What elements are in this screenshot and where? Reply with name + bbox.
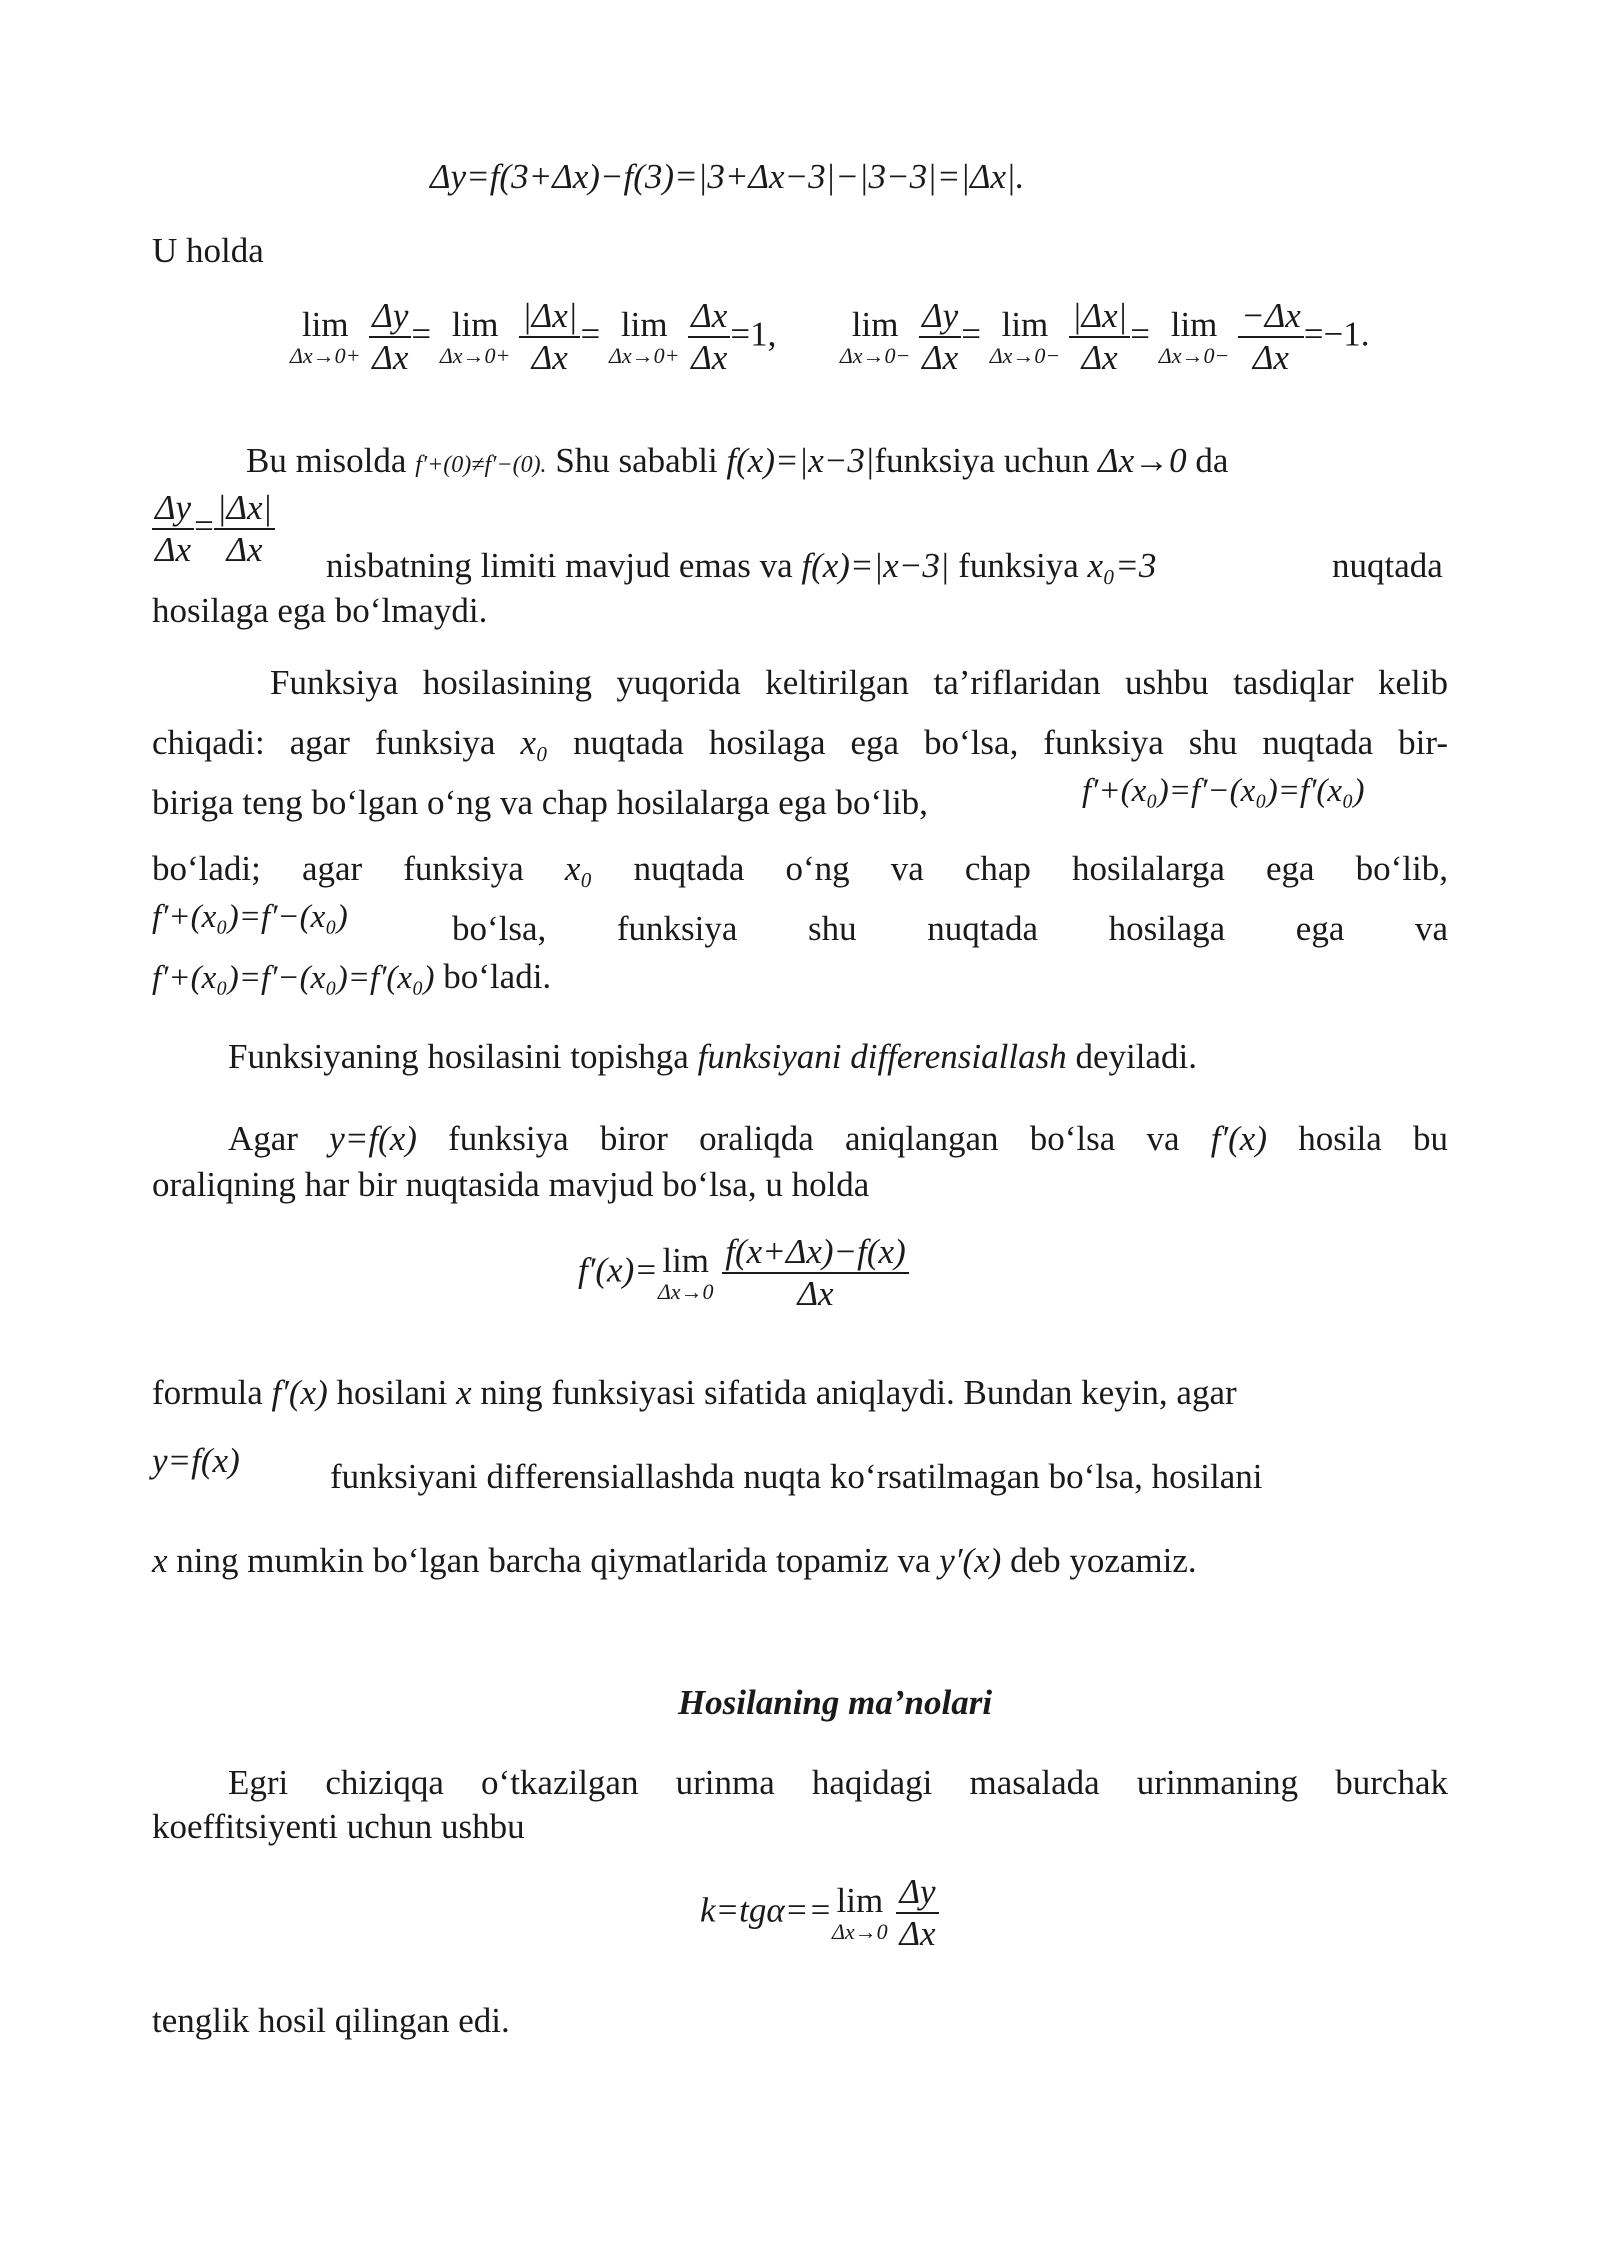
frac-ratio-abs: $\frac{|\Delta x|}{\Delta x}$	[214, 488, 275, 571]
paragraph-6-line-1: Egri chiziqqa o‘tkazilgan urinma haqidagi masalada urinmaning burchak	[228, 1763, 1448, 1802]
paragraph-1-line-1: Bu misolda f′+(0)≠f′−(0). Shu sababli f(x)=|x−3|funksiya uchun Δx→0 da	[246, 441, 1229, 480]
lim-left-1: lim Δx→0−	[839, 304, 911, 369]
paragraph-1-line-3: hosilaga ega bo‘lmaydi.	[152, 591, 488, 630]
paragraph-1-line-2: $\frac{\Delta y}{\Delta x}$ = $\frac{|\Delta x|}{\Delta x}$	[152, 488, 275, 571]
paragraph-5-line-3: x ning mumkin bo‘lgan barcha qiymatlarida topamiz va y′(x) deb yozamiz.	[152, 1541, 1197, 1580]
lim-slope: lim Δx→0	[832, 1880, 888, 1945]
lim-right-1: lim Δx→0+	[290, 304, 361, 369]
text-nuqtada: nuqtada	[1332, 546, 1443, 585]
paragraph-4-line-2: oraliqning har bir nuqtasida mavjud bo‘lsa, u holda	[152, 1165, 870, 1204]
paragraph-5-line-2-text: funksiyani differensiallashda nuqta ko‘rsatilmagan bo‘lsa, hosilani	[330, 1457, 1263, 1496]
paragraph-3: Funksiyaning hosilasini topishga funksiyani differensiallash deyiladi.	[228, 1037, 1197, 1076]
paragraph-1-line-2-text: nisbatning limiti mavjud emas va f(x)=|x−3| funksiya x₀=3	[326, 546, 1157, 585]
frac-deriv: $\frac{f(x+\Delta x)-f(x)}{\Delta x}$	[722, 1232, 908, 1315]
paragraph-2-line-1: Funksiya hosilasining yuqorida keltirilgan ta’riflaridan ushbu tasdiqlar kelib	[270, 663, 1448, 702]
frac-slope: $\frac{\Delta y}{\Delta x}$	[896, 1872, 938, 1955]
section-heading: Hosilaning ma’nolari	[677, 1683, 993, 1722]
paragraph-5-line-2: y=f(x)	[152, 1441, 240, 1480]
formula-fpm-equal-all-1: f′+(x₀)=f′−(x₀)=f′(x₀)	[1082, 773, 1365, 809]
paragraph-2-line-5: bo‘lsa, funksiya shu nuqtada hosilaga ega va	[452, 909, 1448, 948]
paragraph-4-line-1: Agar y=f(x) funksiya biror oraliqda aniqlangan bo‘lsa va f′(x) hosila bu	[228, 1119, 1449, 1158]
lim-right-2: lim Δx→0+	[439, 304, 511, 369]
frac-ratio: $\frac{\Delta y}{\Delta x}$	[152, 488, 194, 571]
paragraph-2-line-2: chiqadi: agar funksiya x₀ nuqtada hosilaga ega bo‘lsa, funksiya shu nuqtada bir-	[152, 723, 1449, 762]
formula-derivative-definition: f′(x)= lim Δx→0 $\frac{f(x+\Delta x)-f(x)}{\Delta x}$	[578, 1232, 909, 1315]
paragraph-5-line-1: formula f′(x) hosilani x ning funksiyasi sifatida aniqlaydi. Bundan keyin, agar	[152, 1373, 1237, 1412]
text-u-holda: U holda	[152, 231, 264, 270]
lim-left-3: lim Δx→0−	[1158, 304, 1230, 369]
frac-dy-dx-1: $\frac{\Delta y}{\Delta x}$	[369, 296, 411, 379]
frac-dx-dx: $\frac{\Delta x}{\Delta x}$	[688, 296, 730, 379]
paragraph-7: tenglik hosil qilingan edi.	[152, 2001, 510, 2040]
frac-neg-dx-dx: $\frac{-\Delta x}{\Delta x}$	[1238, 296, 1304, 379]
paragraph-2-line-3: biriga teng bo‘lgan o‘ng va chap hosilalarga ega bo‘lib,	[152, 783, 928, 822]
formula-fpm-equal: f′+(x₀)=f′−(x₀)	[152, 899, 348, 935]
frac-abs-dx-1: $\frac{|\Delta x|}{\Delta x}$	[519, 296, 580, 379]
lim-left-2: lim Δx→0−	[989, 304, 1061, 369]
paragraph-6-line-2: koeffitsiyenti uchun ushbu	[152, 1807, 525, 1846]
formula-delta-y: Δy=f(3+Δx)−f(3)=|3+Δx−3|−|3−3|=|Δx|.	[430, 157, 1025, 196]
formula-one-sided-limits: lim Δx→0+ $\frac{\Delta y}{\Delta x}$ = lim Δx→0+ $\frac{|\Delta x|}{\Delta x}$ = lim Δx→0+ $\frac{\Delta x}{\Delta x}$ =1, lim Δx→0− $\frac{\Delta y}{\Delta x}$ = lim Δx→0− $\frac{|\Delta x|}{\Delta x}$ = lim Δx→0− $\frac{-\Delta x}{\Delta x}$ =−1.	[290, 296, 1370, 378]
lim-right-3: lim Δx→0+	[608, 304, 680, 369]
frac-dy-dx-2: $\frac{\Delta y}{\Delta x}$	[919, 296, 961, 379]
paragraph-2-line-4: bo‘ladi; agar funksiya x₀ nuqtada o‘ng va chap hosilalarga ega bo‘lib,	[152, 849, 1448, 888]
paragraph-2-line-6: f′+(x₀)=f′−(x₀)=f′(x₀) bo‘ladi.	[152, 957, 552, 996]
frac-abs-dx-2: $\frac{|\Delta x|}{\Delta x}$	[1069, 296, 1130, 379]
formula-slope: k=tgα== lim Δx→0 $\frac{\Delta y}{\Delta x}$	[700, 1872, 939, 1955]
lim-deriv: lim Δx→0	[657, 1240, 714, 1305]
